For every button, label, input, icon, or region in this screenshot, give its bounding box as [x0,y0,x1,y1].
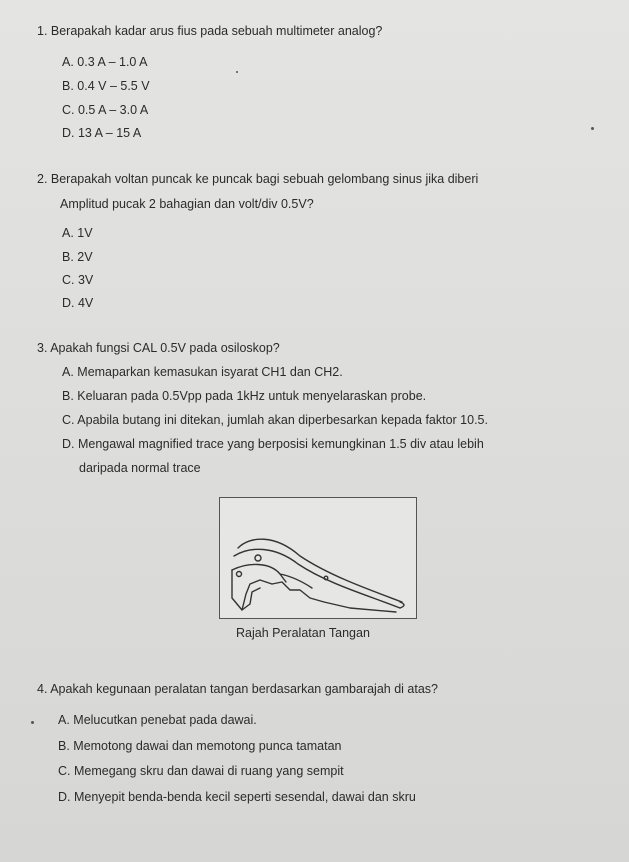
question-3-option-b: B. Keluaran pada 0.5Vpp pada 1kHz untuk menyelaraskan probe. [62,389,427,403]
question-1-option-d: D. 13 A – 15 A [62,126,142,140]
question-1-option-c: C. 0.5 A – 3.0 A [62,103,149,117]
question-4-stem: 4. Apakah kegunaan peralatan tangan berdasarkan gambarajah di atas? [37,682,438,696]
question-2-option-b: B. 2V [62,250,93,264]
question-4-option-a: A. Melucutkan penebat pada dawai. [58,713,257,727]
question-3-option-d: D. Mengawal magnified trace yang berposisi kemungkinan 1.5 div atau lebih [62,437,484,451]
question-2-option-c: C. 3V [62,273,94,287]
paper-speck [591,127,594,130]
wire-stripper-tool-icon [220,498,416,618]
paper-speck [31,721,34,724]
question-4-option-d: D. Menyepit benda-benda kecil seperti sesendal, dawai dan skru [58,790,416,804]
question-3-stem: 3. Apakah fungsi CAL 0.5V pada osiloskop? [37,341,280,355]
question-1-stem: 1. Berapakah kadar arus fius pada sebuah multimeter analog? [37,24,383,38]
question-4-option-b: B. Memotong dawai dan memotong punca tamatan [58,739,342,753]
question-2-stem-line-1: 2. Berapakah voltan puncak ke puncak bagi sebuah gelombang sinus jika diberi [37,172,479,186]
question-2-option-a: A. 1V [62,226,93,240]
paper-speck [236,71,238,73]
question-3-option-a: A. Memaparkan kemasukan isyarat CH1 dan CH2. [62,365,343,379]
question-2-option-d: D. 4V [62,296,94,310]
question-3-option-d-continued: daripada normal trace [79,461,201,475]
question-2-stem-line-2: Amplitud pucak 2 bahagian dan volt/div 0.5V? [60,197,314,211]
question-3-option-c: C. Apabila butang ini ditekan, jumlah akan diperbesarkan kepada faktor 10.5. [62,413,488,427]
question-1-option-a: A. 0.3 A – 1.0 A [62,55,148,69]
figure-frame [219,497,417,619]
question-4-option-c: C. Memegang skru dan dawai di ruang yang sempit [58,764,344,778]
question-1-option-b: B. 0.4 V – 5.5 V [62,79,150,93]
figure-caption: Rajah Peralatan Tangan [236,626,370,640]
